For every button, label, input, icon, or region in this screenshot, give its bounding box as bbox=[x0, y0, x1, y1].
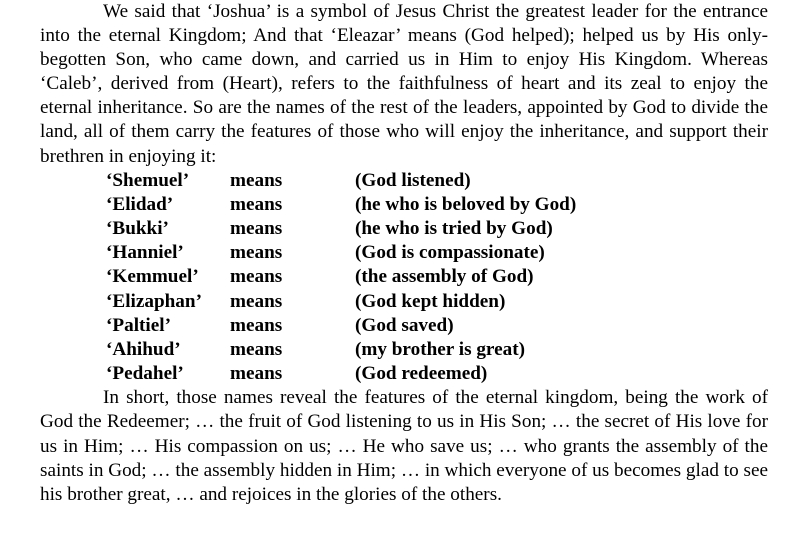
leader-name: ‘Hanniel’ bbox=[106, 242, 184, 264]
means-word: means bbox=[230, 218, 283, 240]
means-word: means bbox=[230, 266, 283, 288]
name-meaning: (God saved) bbox=[355, 314, 454, 336]
meaning-row-shemuel bbox=[40, 169, 768, 193]
meaning-row-elidad bbox=[40, 193, 768, 217]
means-word: means bbox=[230, 363, 283, 385]
means-word: means bbox=[230, 242, 283, 264]
name-meaning: (God kept hidden) bbox=[355, 290, 506, 312]
meaning-row-hanniel bbox=[40, 241, 768, 265]
leader-name: ‘Kemmuel’ bbox=[106, 266, 199, 288]
meaning-row-kemmuel bbox=[40, 265, 768, 289]
means-word: means bbox=[230, 169, 283, 191]
means-word: means bbox=[230, 290, 283, 312]
document-page bbox=[40, 0, 768, 507]
means-word: means bbox=[230, 193, 283, 215]
leader-name: ‘Shemuel’ bbox=[106, 169, 190, 191]
name-meaning: (he who is tried by God) bbox=[355, 218, 553, 240]
name-meaning: (God redeemed) bbox=[355, 363, 488, 385]
name-meaning: (my brother is great) bbox=[355, 338, 525, 360]
leader-name: ‘Bukki’ bbox=[106, 218, 169, 240]
leader-name: ‘Elidad’ bbox=[106, 193, 174, 215]
meaning-row-elizaphan bbox=[40, 290, 768, 314]
name-meanings-list bbox=[40, 169, 768, 387]
name-meaning: (the assembly of God) bbox=[355, 266, 534, 288]
meaning-row-pedahel bbox=[40, 362, 768, 386]
intro-paragraph: We said that ‘Joshua’ is a symbol of Jesus Christ the greatest leader for the entrance into the eternal Kingdom; And that ‘Eleazar’ means (God helped); helped us by His only-begotten Son, who came down, and carried us in Him to enjoy His Kingdom. Whereas ‘Caleb’, derived from (Heart), refers to the faithfulness of heart and its zeal to enjoy the eternal inheritance. So are the names of the rest of the leaders, appointed by God to divide the land, all of them carry the features of those who will enjoy the inheritance, and support their brethren in enjoying it: bbox=[40, 1, 768, 167]
means-word: means bbox=[230, 314, 283, 336]
closing-paragraph: In short, those names reveal the features of the eternal kingdom, being the work of God the Redeemer; … the fruit of God listening to us in His Son; … the secret of His love for us in Him; … His compassion on us; … He who save us; … who grants the assembly of the saints in God; … the assembly hidden in Him; … in which everyone of us becomes glad to see his brother great, … and rejoices in the glories of the others. bbox=[40, 387, 768, 505]
leader-name: ‘Elizaphan’ bbox=[106, 290, 202, 312]
means-word: means bbox=[230, 338, 283, 360]
name-meaning: (he who is beloved by God) bbox=[355, 193, 577, 215]
name-meaning: (God is compassionate) bbox=[355, 242, 545, 264]
leader-name: ‘Paltiel’ bbox=[106, 314, 171, 336]
meaning-row-bukki bbox=[40, 217, 768, 241]
meaning-row-ahihud bbox=[40, 338, 768, 362]
leader-name: ‘Ahihud’ bbox=[106, 338, 181, 360]
leader-name: ‘Pedahel’ bbox=[106, 363, 184, 385]
name-meaning: (God listened) bbox=[355, 169, 471, 191]
meaning-row-paltiel bbox=[40, 314, 768, 338]
